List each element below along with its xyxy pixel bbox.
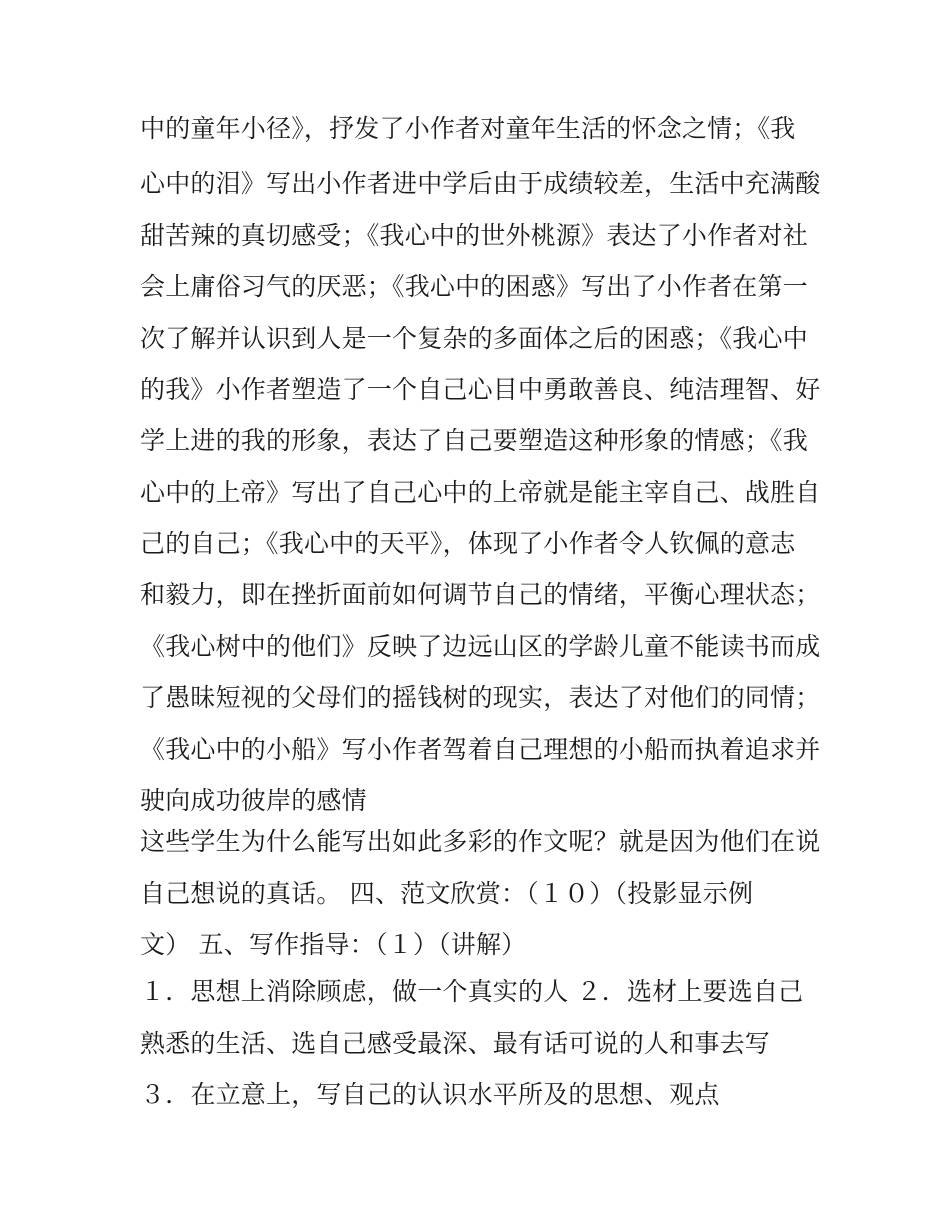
text-line: 甜苦辣的真切感受；《我心中的世外桃源》表达了小作者对社: [140, 221, 808, 250]
text-line: 己的自己；《我心中的天平》，体现了小作者令人钦佩的意志: [140, 529, 796, 558]
text-line: 中的童年小径》，抒发了小作者对童年生活的怀念之情；《我: [140, 114, 796, 143]
text-line: 熟悉的生活、选自己感受最深、最有话可说的人和事去写: [140, 1029, 771, 1058]
text-line: 了愚昧短视的父母们的摇钱树的现实，表达了对他们的同情；: [140, 683, 821, 712]
text-line: 次了解并认识到人是一个复杂的多面体之后的困惑；《我心中: [140, 324, 808, 353]
text-line: 学上进的我的形象，表达了自己要塑造这种形象的情感；《我: [140, 426, 808, 455]
text-line: 驶向成功彼岸的感情: [140, 786, 367, 815]
text-line: 心中的泪》写出小作者进中学后由于成绩较差，生活中充满酸: [140, 169, 821, 198]
text-line: 这些学生为什么能写出如此多彩的作文呢？就是因为他们在说: [140, 827, 821, 856]
text-line: 《我心树中的他们》反映了边远山区的学龄儿童不能读书而成: [140, 632, 821, 661]
text-line: 的我》小作者塑造了一个自己心目中勇敢善良、纯洁理智、好: [140, 375, 821, 404]
text-line: 和毅力，即在挫折面前如何调节自己的情绪，平衡心理状态；: [140, 580, 821, 609]
text-line: 自己想说的真话。 四、范文欣赏：（１０）（投影显示例: [140, 879, 754, 908]
text-line: 文） 五、写作指导：（１）（讲解）: [140, 930, 527, 959]
text-line: ３．在立意上，写自己的认识水平所及的思想、观点: [140, 1080, 720, 1109]
text-line: １．思想上消除顾虑，做一个真实的人 ２．选材上要选自己: [140, 977, 804, 1006]
text-line: 会上庸俗习气的厌恶；《我心中的困惑》写出了小作者在第一: [140, 272, 808, 301]
text-line: 《我心中的小船》写小作者驾着自己理想的小船而执着追求并: [140, 735, 821, 764]
text-line: 心中的上帝》写出了自己心中的上帝就是能主宰自己、战胜自: [140, 478, 821, 507]
